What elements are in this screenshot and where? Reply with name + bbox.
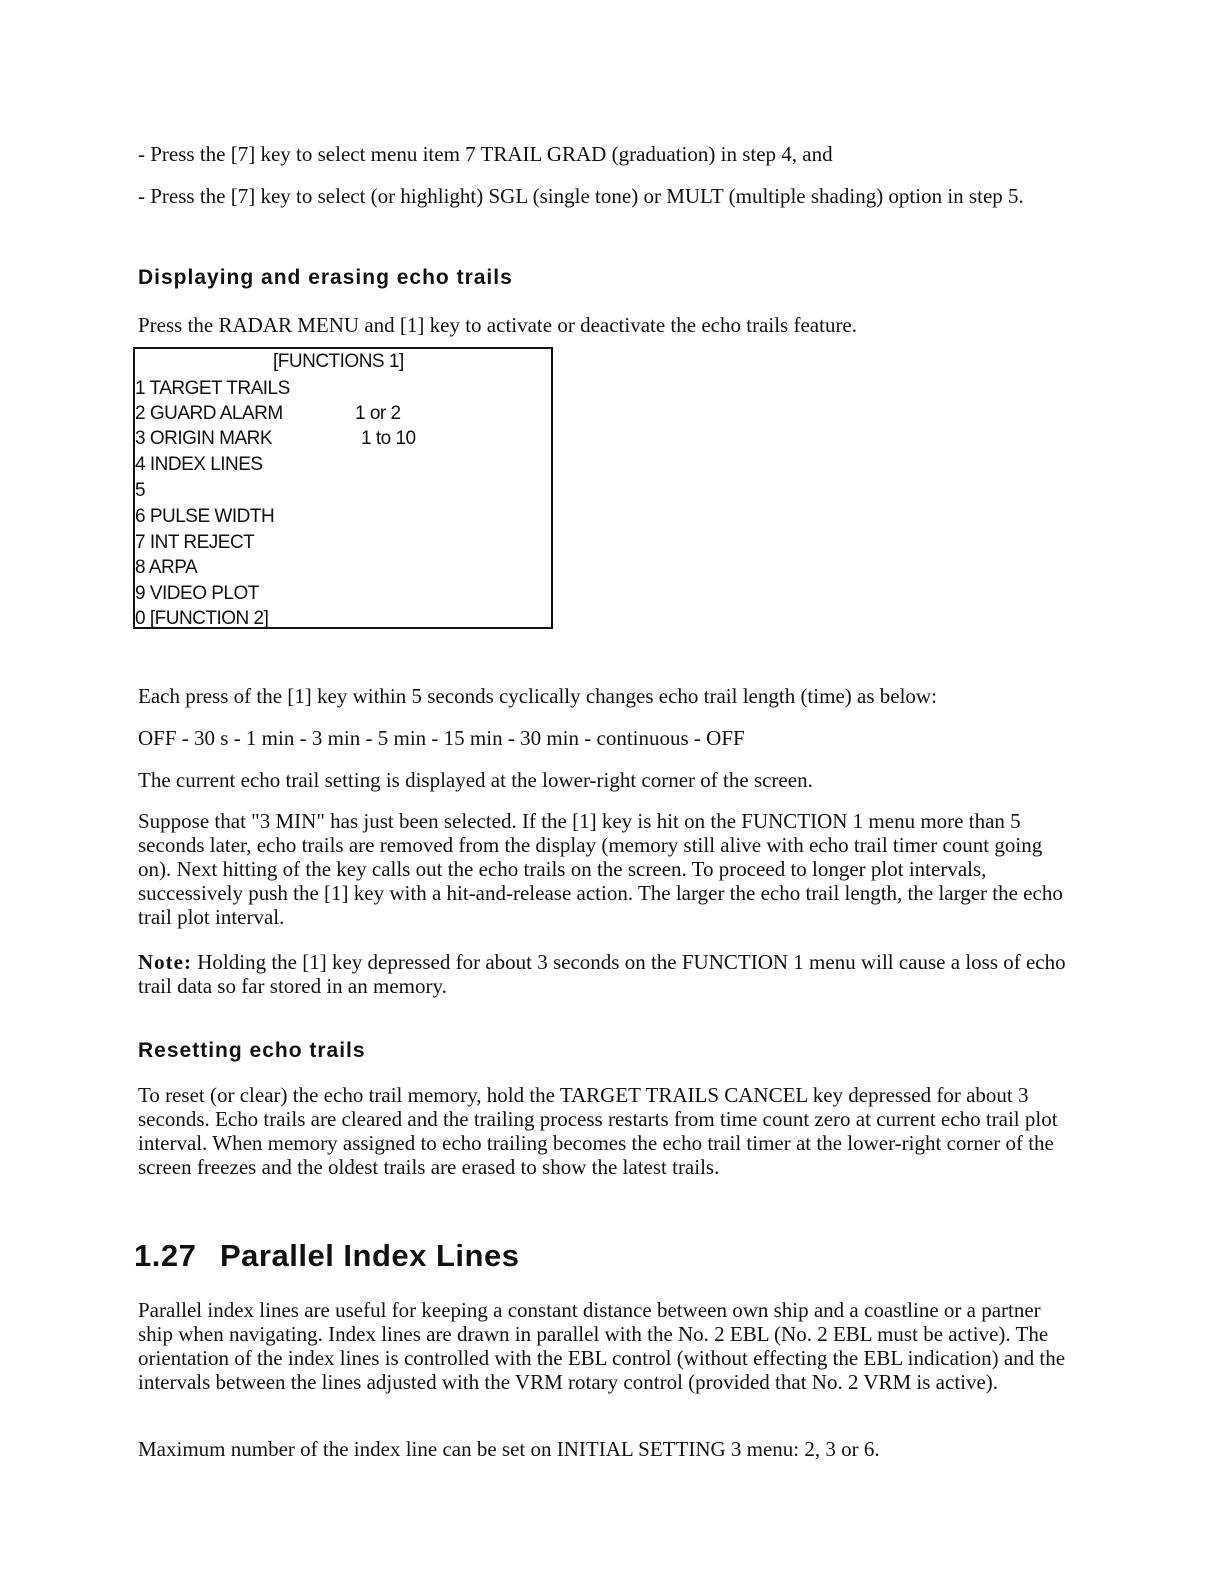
menu-item	[135, 555, 197, 580]
menu-item-value: 1 to 10	[361, 428, 416, 449]
section-heading-displaying: Displaying and erasing echo trails	[138, 266, 513, 289]
paragraph-current-setting: The current echo trail setting is displayed at the lower-right corner of the screen.	[138, 768, 813, 792]
menu-item	[135, 606, 268, 631]
paragraph-sequence: OFF - 30 s - 1 min - 3 min - 5 min - 15 min - 30 min - continuous - OFF	[138, 726, 745, 750]
menu-item-label: 6 PULSE WIDTH	[135, 506, 275, 527]
section-title-1-27	[134, 1238, 519, 1274]
menu-item	[135, 478, 145, 503]
paragraph-parallel-index: Parallel index lines are useful for keeping a constant distance between own ship and a coastline or a partner ship when navigating. Index lines are drawn in parallel with the No. 2 EBL (No. 2 EBL must be active). The orientation of the index lines is controlled with the EBL control (without effecting the EBL indication) and the intervals between the lines adjusted with the VRM rotary control (provided that No. 2 VRM is active).	[138, 1298, 1066, 1394]
menu-item	[135, 504, 274, 529]
menu-item-label: 3 ORIGIN MARK	[135, 428, 273, 449]
menu-item-label: 0 [FUNCTION 2]	[135, 608, 269, 629]
menu-item	[135, 452, 263, 477]
paragraph-reset: To reset (or clear) the echo trail memory, hold the TARGET TRAILS CANCEL key depressed for about 3 seconds. Echo trails are cleared and the trailing process restarts from time count zero at current echo trail plot interval. When memory assigned to echo trailing becomes the echo trail timer at the lower-right corner of the screen freezes and the oldest trails are erased to show the latest trails.	[138, 1083, 1058, 1179]
note-paragraph	[138, 950, 1073, 998]
section-number: 1.27	[134, 1238, 197, 1273]
note-text: Holding the [1] key depressed for about 3 seconds on the FUNCTION 1 menu will cause a loss of echo trail data so far stored in an memory.	[138, 950, 1066, 998]
section-title-text: Parallel Index Lines	[220, 1238, 520, 1273]
menu-item-label: 1 TARGET TRAILS	[135, 378, 290, 399]
paragraph-suppose: Suppose that "3 MIN" has just been selected. If the [1] key is hit on the FUNCTION 1 menu more than 5 seconds later, echo trails are removed from the display (memory still alive with echo trail timer count going on). Next hitting of the key calls out the echo trails on the screen. To proceed to longer plot intervals, successively push the [1] key with a hit-and-release action. The larger the echo trail length, the larger the echo trail plot interval.	[138, 809, 1063, 929]
menu-item	[135, 581, 259, 606]
menu-item-label: 8 ARPA	[135, 557, 198, 578]
intro-line-2: - Press the [7] key to select (or highlight) SGL (single tone) or MULT (multiple shading) option in step 5.	[138, 184, 1024, 208]
paragraph-trail-length: Each press of the [1] key within 5 seconds cyclically changes echo trail length (time) as below:	[138, 684, 937, 708]
menu-item	[135, 530, 254, 555]
menu-item	[135, 401, 401, 426]
section-heading-resetting: Resetting echo trails	[138, 1039, 366, 1062]
functions-menu-box	[133, 347, 553, 629]
menu-item	[135, 426, 416, 451]
instruction-text: Press the RADAR MENU and [1] key to activate or deactivate the echo trails feature.	[138, 313, 858, 337]
menu-item	[135, 376, 290, 401]
menu-item-label: 4 INDEX LINES	[135, 454, 263, 475]
menu-item-label: 5	[135, 480, 146, 501]
note-label: Note:	[138, 950, 192, 974]
intro-line-1: - Press the [7] key to select menu item 7 TRAIL GRAD (graduation) in step 4, and	[138, 142, 833, 166]
menu-item-label: 9 VIDEO PLOT	[135, 583, 259, 604]
menu-item-label: 7 INT REJECT	[135, 532, 255, 553]
paragraph-max-lines: Maximum number of the index line can be set on INITIAL SETTING 3 menu: 2, 3 or 6.	[138, 1437, 880, 1461]
menu-title: [FUNCTIONS 1]	[273, 351, 404, 372]
menu-item-label: 2 GUARD ALARM	[135, 403, 283, 424]
menu-item-value: 1 or 2	[355, 403, 401, 424]
